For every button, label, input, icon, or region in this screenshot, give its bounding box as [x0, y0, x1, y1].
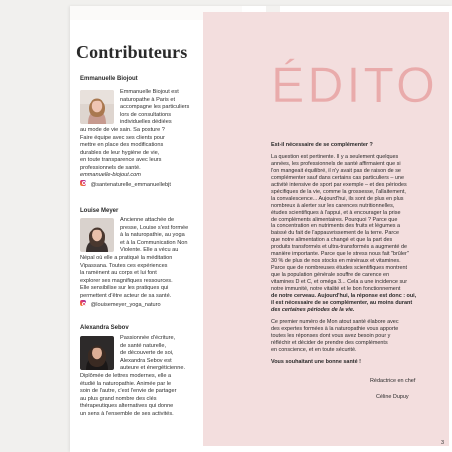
paragraph-line: activité intensive de sport par exemple – et des périodes: [271, 181, 407, 188]
bio-line: accompagne les particuliers: [120, 104, 190, 111]
instagram-handle-text: @louisemeyer_yoga_naturo: [90, 302, 161, 309]
contributor-bio-full: [80, 373, 177, 418]
paragraph-line: que notre alimentation a changé et que la part des: [271, 237, 393, 244]
bio-line: permettent d'être acteur de sa santé.: [80, 292, 172, 299]
instagram-handle[interactable]: [80, 300, 173, 310]
paragraph-line: notre immunité, notre vitalité et le bon fonctionnement: [271, 286, 401, 293]
paragraph-line: études scientifiques à l'appui, et à encourager la prise: [271, 209, 401, 216]
paragraph-line: l'on mangeait équilibré, il n'y avait pas de raison de se: [271, 167, 401, 174]
bio-line: la ramènent au corps et lui font: [80, 270, 157, 277]
contributor-bio: [120, 217, 188, 255]
bio-line: un sens à l'ensemble de ses activités.: [80, 410, 174, 417]
paragraph-line: des expertes formées à la naturopathie vous apporte: [271, 325, 399, 332]
bio-line: Népal où elle a pratiqué la méditation: [80, 255, 173, 261]
bio-line: Faire équipe avec ses clients pour: [80, 134, 165, 141]
bio-line: Elle sensibilise sur les pratiques qui: [80, 285, 169, 292]
paragraph-line: années, les professionnels de santé affirmaient que si: [271, 160, 401, 167]
bio-line: Alexandra Sebov est: [120, 357, 172, 364]
bio-line: de santé naturelle,: [120, 342, 167, 349]
paragraph-line: de notre cerveau. Aujourd'hui, la réponse est donc : oui,: [271, 293, 417, 300]
paragraph-line: produits transformés et ultra-transformés a augmenté de: [271, 244, 408, 251]
paragraph-line: la convalescence... Aujourd'hui, ils sont de plus en plus: [271, 195, 404, 202]
contributor-bio-full: [80, 127, 171, 189]
bio-line: naturopathe à Paris et: [120, 96, 176, 103]
contributor-card-emmanuelle: [76, 76, 204, 196]
contributor-name: Emmanuelle Biojout: [80, 76, 138, 82]
contributor-photo: [80, 218, 114, 252]
bio-line: et à la Communication Non: [120, 239, 188, 246]
paragraph-line: réfléchir et décider de prendre des compléments: [271, 339, 388, 346]
portrait-image: [80, 218, 114, 252]
contributor-photo: [80, 336, 114, 370]
instagram-handle[interactable]: [80, 180, 171, 190]
edito-question: Est-il nécessaire de se complémenter ?: [271, 142, 373, 148]
bio-line: au mode de vie sain. Sa posture ?: [80, 127, 165, 133]
bio-line: Violente. Elle a vécu au: [120, 247, 179, 254]
bio-line: Ancienne attachée de: [120, 217, 175, 223]
bio-line: Emmanuelle Biojout est: [120, 89, 179, 95]
paragraph-line: la concentration en nutriments des fruits et légumes a: [271, 223, 401, 230]
paragraph-line: Parce que de nombreuses études scientifiques montrent: [271, 265, 408, 272]
paragraph-line: de compléments alimentaires. Pourquoi ? Parce que: [271, 216, 398, 223]
bio-line: de découverte de soi,: [120, 350, 174, 357]
page-number: 3: [441, 440, 445, 446]
bio-line: professionnels de santé.: [80, 164, 141, 171]
edito-body: [271, 142, 443, 366]
contributor-bio: [120, 335, 185, 373]
paragraph-line: La question est pertinente. Il y a seulement quelques: [271, 153, 399, 160]
bio-line: Passionnée d'écriture,: [120, 335, 176, 341]
edito-title: ÉDITO: [271, 57, 438, 113]
paragraph-line: nombreux à alerter sur les carences nutritionnelles,: [271, 202, 395, 209]
bio-line: mettre en place des modifications: [80, 142, 164, 149]
contributor-card-alexandra: [76, 325, 204, 435]
contributor-name: Alexandra Sebov: [80, 325, 129, 331]
bio-line: thérapeutiques alternatives qui donne: [80, 403, 174, 410]
contributor-bio-right: [120, 89, 189, 127]
paragraph-line: des certaines périodes de la vie.: [271, 306, 355, 313]
instagram-icon: [80, 300, 86, 306]
bio-line: lors de consultations: [120, 111, 171, 118]
paragraph-line: 30 % de plus de nos stocks en minéraux et vitamines.: [271, 258, 401, 265]
bio-line: individuelles dédiées: [120, 119, 172, 126]
paragraph-line: en conscience, et en toute sécurité.: [271, 346, 357, 353]
paragraph-line: vitamines D et C, et oméga 3... Cela a une incidence sur: [271, 279, 408, 286]
website-link[interactable]: emmanuelle-biojout.com: [80, 172, 141, 179]
bio-line: explorer ses magnifiques ressources.: [80, 277, 173, 284]
paragraph-line: Ce premier numéro de Mon atout santé élabore avec: [271, 318, 399, 325]
paragraph-line: baissé du fait de l'appauvrissement de la terre. Parce: [271, 230, 399, 237]
paragraph-line: toutes les réponses dont vous avez besoin pour y: [271, 332, 391, 339]
contributor-name: Louise Meyer: [80, 208, 119, 214]
bio-line: au plus grand nombre des clés: [80, 395, 157, 402]
paragraph-line: il est nécessaire de se complémenter, au moins durant: [271, 299, 413, 306]
contributor-photo: [80, 90, 114, 124]
bio-line: Diplômée de lettres modernes, elle a: [80, 373, 172, 379]
edito-paragraph-2: [271, 319, 443, 354]
paragraph-line: que la population générale souffre de carence en: [271, 272, 390, 279]
bio-line: durables de leur hygiène de vie,: [80, 149, 160, 156]
paragraph-line: complémenter sauf dans certains cas particuliers – une: [271, 174, 404, 181]
bio-line: soin de l'autre, c'est l'envie de partager: [80, 388, 177, 395]
paragraph-line: spécifiques de la vie, comme la grossesse, l'allaitement,: [271, 188, 406, 195]
signature-name: Céline Dupuy: [376, 394, 409, 400]
signature-role: Rédactrice en chef: [370, 378, 416, 384]
bio-line: en toute transparence avec leurs: [80, 157, 162, 164]
portrait-image: [80, 336, 114, 370]
contributors-title: Contributeurs: [76, 42, 188, 62]
bio-line: étudié la naturopathie. Animée par le: [80, 380, 172, 387]
portrait-image: [80, 90, 114, 124]
instagram-icon: [80, 180, 86, 186]
paragraph-line: manière importante. Parce que le stress nous fait "brûler": [271, 251, 409, 258]
edito-closing: Vous souhaitant une bonne santé !: [271, 358, 361, 365]
bio-line: Vipassana. Toutes ces expériences: [80, 262, 168, 269]
bio-line: presse, Louise s'est formée: [120, 224, 189, 231]
instagram-handle-text: @santenaturelle_emmanuellebjt: [90, 181, 171, 188]
bio-line: auteure et énergéticienne.: [120, 365, 185, 372]
edito-paragraph-1: [271, 154, 443, 314]
contributor-bio-full: [80, 255, 173, 310]
contributor-card-louise: [76, 208, 204, 313]
magazine-page: [70, 6, 452, 452]
bio-line: à la naturopathie, au yoga: [120, 232, 185, 239]
